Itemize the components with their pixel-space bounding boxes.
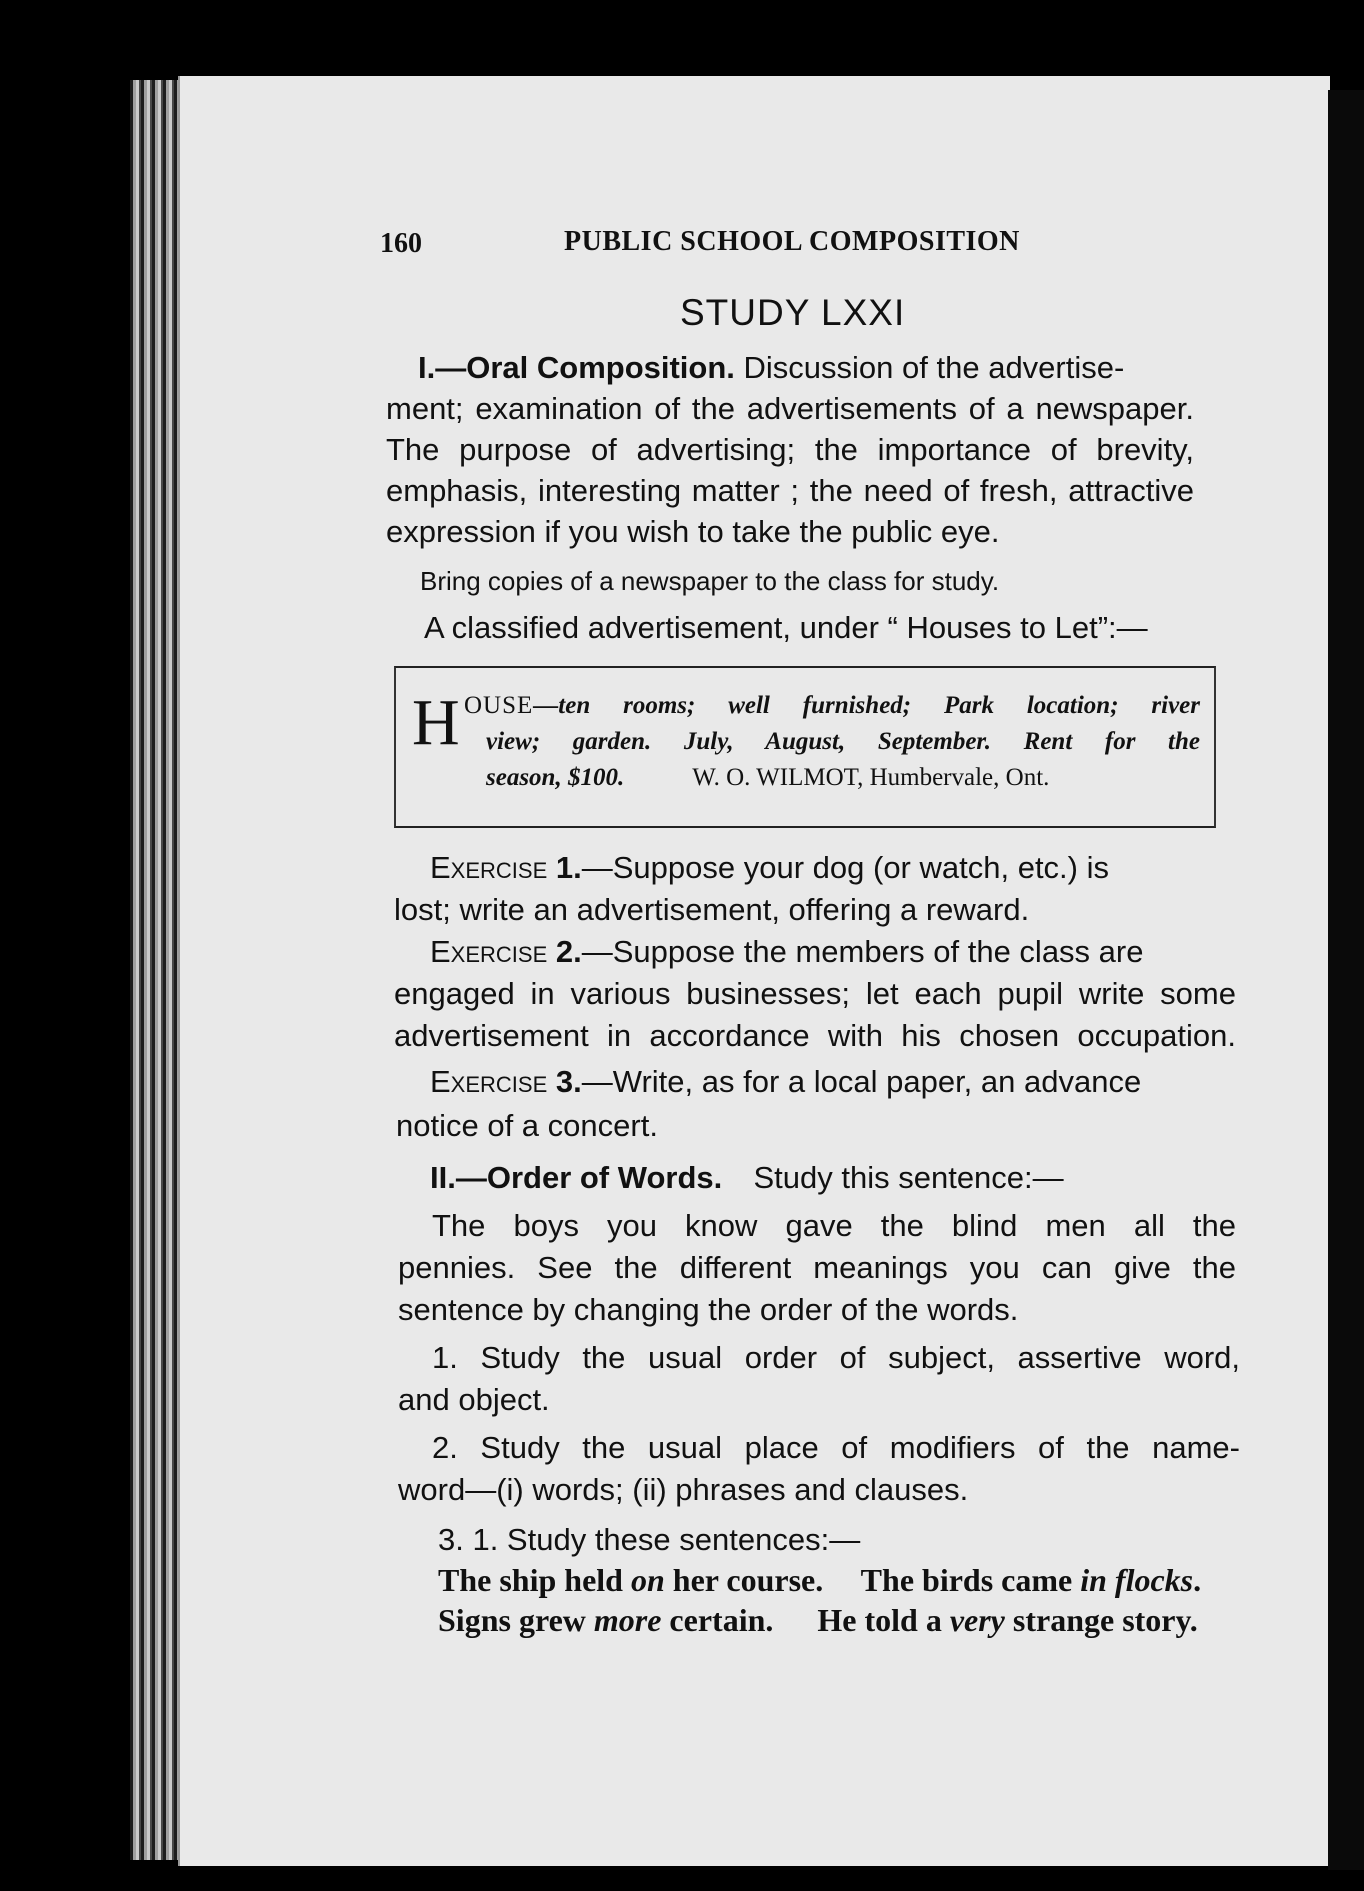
bring-copies-note: Bring copies of a newspaper to the class for study.	[420, 566, 1000, 596]
item-2-line: word—(i) words; (ii) phrases and clauses.	[398, 1472, 969, 1507]
example-emphasis: in flocks	[1080, 1562, 1194, 1598]
exercise-label: Exercise	[430, 934, 548, 969]
oral-paragraph-line-1	[418, 350, 1124, 386]
ad-line-1-text: —ten rooms; well furnished; Park location; river	[533, 692, 1200, 719]
exercise-line: notice of a concert.	[396, 1108, 658, 1143]
example-emphasis: very	[949, 1602, 1005, 1638]
oral-line: The purpose of advertising; the importance of brevity,	[386, 432, 1194, 467]
exercise-line: —Suppose the members of the class are	[581, 934, 1144, 969]
example-line-1	[438, 1562, 1201, 1599]
ad-line-2: view; garden. July, August, September. Rent for the	[486, 728, 1200, 755]
exercise-1	[430, 850, 1109, 886]
running-title: PUBLIC SCHOOL COMPOSITION	[564, 226, 1020, 257]
exercise-line: —Suppose your dog (or watch, etc.) is	[581, 850, 1109, 885]
oral-line: emphasis, interesting matter ; the need of fresh, attractive	[386, 473, 1194, 508]
exercise-number: 2.	[555, 934, 582, 969]
ad-line-1	[464, 692, 1200, 720]
exercise-2	[430, 934, 1143, 970]
item-1-line: and object.	[398, 1382, 550, 1417]
item-1-line: 1. Study the usual order of subject, assertive word,	[432, 1340, 1240, 1375]
example-line-2	[438, 1602, 1198, 1639]
order-intro: Study this sentence:—	[753, 1160, 1064, 1195]
oral-heading: I.—Oral Composition.	[418, 350, 735, 385]
exercise-label: Exercise	[430, 850, 548, 885]
exercise-number: 3.	[555, 1064, 582, 1099]
example-text: strange story.	[1004, 1602, 1198, 1638]
example-text: The birds came	[860, 1562, 1081, 1598]
oral-line: Discussion of the advertise-	[743, 350, 1125, 385]
example-text: He told a	[817, 1602, 950, 1638]
exercise-label: Exercise	[430, 1064, 548, 1099]
example-emphasis: on	[630, 1562, 665, 1598]
order-section-heading	[430, 1160, 1064, 1196]
sentence-line: sentence by changing the order of the words.	[398, 1292, 1019, 1327]
exercise-line: —Write, as for a local paper, an advance	[581, 1064, 1142, 1099]
page-edge	[1328, 90, 1364, 1870]
study-title: STUDY LXXI	[680, 292, 906, 333]
order-heading: II.—Order of Words.	[430, 1160, 723, 1195]
exercise-line: advertisement in accordance with his chosen occupation.	[394, 1018, 1236, 1053]
example-text: certain.	[661, 1602, 774, 1638]
ad-keyword: OUSE	[464, 692, 534, 719]
example-emphasis: more	[593, 1602, 662, 1638]
item-3-line: 3. 1. Study these sentences:—	[438, 1522, 861, 1557]
ad-signature: W. O. WILMOT, Humbervale, Ont.	[692, 764, 1050, 791]
ad-season: season, $100.	[486, 764, 625, 791]
exercise-3	[430, 1064, 1141, 1100]
example-text: The ship held	[438, 1562, 631, 1598]
sentence-line: pennies. See the different meanings you can give the	[398, 1250, 1236, 1285]
oral-line: ment; examination of the advertisements of a newspaper.	[386, 391, 1194, 426]
classified-intro: A classified advertisement, under “ Houses to Let”:—	[424, 610, 1148, 645]
exercise-line: lost; write an advertisement, offering a reward.	[394, 892, 1030, 927]
example-text: her course.	[664, 1562, 824, 1598]
exercise-line: engaged in various businesses; let each pupil write some	[394, 976, 1236, 1011]
page-number: 160	[380, 228, 422, 259]
exercise-number: 1.	[555, 850, 582, 885]
example-text: Signs grew	[438, 1602, 594, 1638]
item-2-line: 2. Study the usual place of modifiers of the name-	[432, 1430, 1240, 1465]
sentence-line: The boys you know gave the blind men all the	[432, 1208, 1236, 1243]
book-spine	[130, 80, 178, 1860]
ad-drop-cap: H	[412, 686, 460, 759]
oral-line: expression if you wish to take the public eye.	[386, 514, 1000, 549]
example-text: .	[1193, 1562, 1202, 1598]
ad-line-3	[486, 764, 1049, 792]
